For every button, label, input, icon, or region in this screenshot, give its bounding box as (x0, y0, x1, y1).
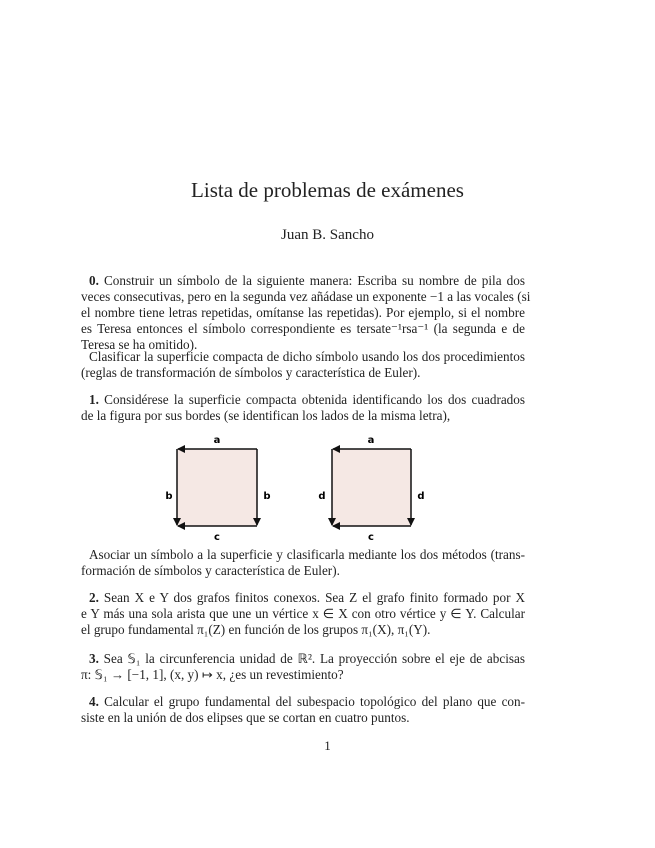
line-text: Calcular el grupo fundamental del subespacio topológico del plano que con- (104, 694, 525, 709)
paragraph-line (81, 667, 525, 683)
paragraph-line (81, 365, 525, 381)
paragraph-line (81, 547, 525, 563)
edge-label: b (263, 491, 271, 502)
problem-number: 0. (89, 273, 99, 288)
line-text: veces consecutivas, pero en la segunda vez añádase un exponente −1 a las vocales (si (81, 289, 531, 304)
line-text: Sean X e Y dos grafos finitos conexos. Sea Z el grafo finito formado por X (103, 590, 526, 605)
paragraph-line (81, 694, 525, 710)
document-author: Juan B. Sancho (281, 227, 374, 243)
paragraph-line (81, 651, 525, 667)
paragraph-line (81, 622, 525, 638)
figure-squares (160, 430, 440, 545)
problem-number: 1. (89, 392, 99, 407)
line-text: siste en la unión de dos elipses que se cortan en cuatro puntos. (81, 710, 410, 725)
edge-label: a (367, 435, 375, 446)
paragraph-line (81, 289, 531, 305)
line-text: de la figura por sus bordes (se identifican los lados de la misma letra), (81, 408, 451, 423)
paragraph-line (81, 408, 525, 424)
edge-label: a (213, 435, 221, 446)
edge-label: c (368, 532, 374, 543)
line-text: π: 𝕊₁ → [−1, 1], (x, y) ↦ x, ¿es un revestimiento? (81, 667, 344, 682)
problem-number: 3. (89, 651, 99, 666)
line-text: es Teresa entonces el símbolo correspondiente es tersate⁻¹rsa⁻¹ (la segunda e de (81, 321, 525, 336)
paragraph-line (81, 305, 525, 321)
line-text: Clasificar la superficie compacta de dicho símbolo usando los dos procedimientos (89, 349, 525, 364)
paragraph-line (81, 590, 525, 606)
problem-number: 4. (89, 694, 99, 709)
line-text: Considérese la superficie compacta obtenida identificando los dos cuadrados (104, 392, 526, 407)
problem-number: 2. (89, 590, 99, 605)
document-title: Lista de problemas de exámenes (191, 178, 464, 202)
line-text: Sea 𝕊₁ la circunferencia unidad de ℝ². La proyección sobre el eje de abcisas (103, 651, 526, 666)
paragraph-line (81, 321, 525, 337)
square-2 (318, 435, 424, 543)
line-text: Asociar un símbolo a la superficie y clasificarla mediante los dos métodos (trans- (89, 547, 525, 562)
paragraph-line (81, 273, 525, 289)
line-text: (reglas de transformación de símbolos y característica de Euler). (81, 365, 421, 380)
page-number: 1 (324, 738, 331, 753)
paragraph-line (81, 392, 525, 408)
line-text: el nombre tiene letras repetidas, omítanse las repetidas). Por ejemplo, si el nombre (81, 305, 525, 320)
edge-label: d (417, 491, 425, 502)
paragraph-line (81, 710, 525, 726)
square-1 (165, 435, 270, 543)
line-text: Teresa se ha omitido). (81, 337, 198, 352)
paragraph-line (81, 349, 525, 365)
edge-label: d (318, 491, 326, 502)
paragraph-line (81, 606, 525, 622)
line-text: Construir un símbolo de la siguiente manera: Escriba su nombre de pila dos (104, 273, 525, 288)
edge-label: c (214, 532, 220, 543)
line-text: el grupo fundamental π₁(Z) en función de los grupos π₁(X), π₁(Y). (81, 622, 431, 637)
line-text: e Y más una sola arista que une un vértice x ∈ X con otro vértice y ∈ Y. Calcular (81, 606, 525, 621)
edge-label: b (165, 491, 173, 502)
line-text: formación de símbolos y característica de Euler). (81, 563, 340, 578)
paragraph-line (81, 563, 525, 579)
